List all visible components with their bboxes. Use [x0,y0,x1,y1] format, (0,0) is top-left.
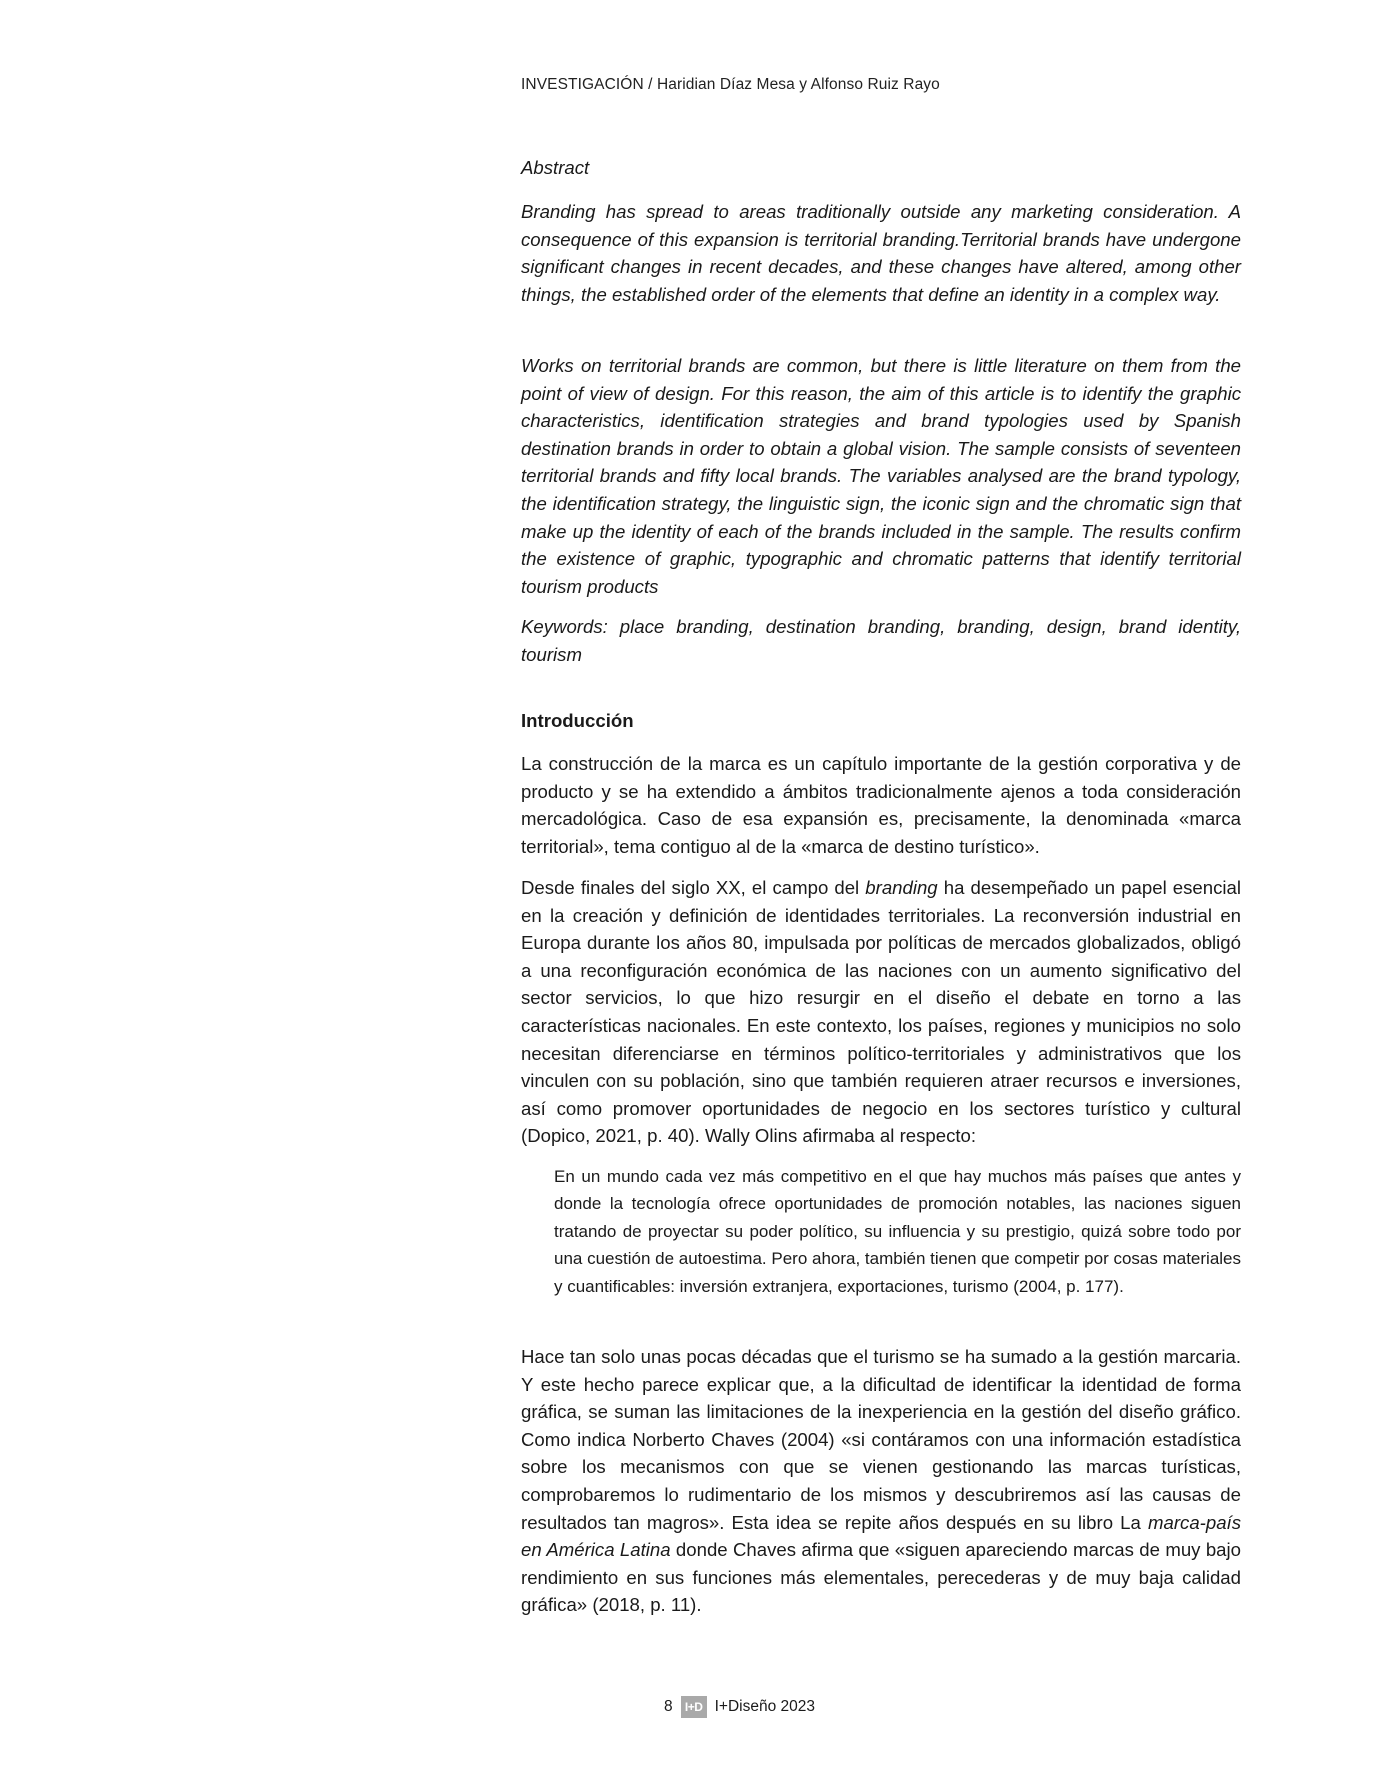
section-heading-introduccion: Introducción [521,710,634,731]
intro-paragraph-2-text-b: ha desempeñado un papel esencial en la creación y definición de identidades territoriales. La reconversión industrial en Europa durante los años 80, impulsada por políticas de mercados globalizados, obligó a una reconfiguración económica de las naciones con un aumento significativo del sector servicios, lo que hizo resurgir en el diseño el debate en torno a las características nacionales. En este contexto, los países, regiones y municipios no solo necesitan diferenciarse en términos político-territoriales y administrativos que los vinculen con su población, sino que también requieren atraer recursos e inversiones, así como promover oportunidades de negocio en los sectores turístico y cultural (Dopico, 2021, p. 40). Wally Olins afirmaba al respecto: [521,877,1241,1147]
page-footer [664,1695,815,1719]
page-number: 8 [664,1698,673,1715]
running-head: INVESTIGACIÓN / Haridian Díaz Mesa y Alfonso Ruiz Rayo [521,76,940,93]
intro-paragraph-3-italic: marca-país en América Latina [521,1511,1241,1561]
abstract-title: Abstract [521,157,590,178]
keywords: Keywords: place branding, destination branding, branding, design, brand identity, tourism [521,616,1241,665]
intro-paragraph-3 [521,1343,1241,1619]
intro-paragraph-2-text-a: Desde finales del siglo XX, el campo del [521,877,866,898]
journal-name: I+Diseño 2023 [714,1698,816,1715]
abstract-paragraph-1: Branding has spread to areas traditionally outside any marketing consideration. A consequence of this expansion is territorial branding.Territorial brands have undergone significant changes in recent decades, and these changes have altered, among other things, the established order of the elements that define an identity in a complex way. [521,201,1241,305]
intro-paragraph-1: La construcción de la marca es un capítulo importante de la gestión corporativa y de producto y se ha extendido a ámbitos tradicionalmente ajenos a toda consideración mercadológica. Caso de esa expansión es, precisamente, la denominada «marca territorial», tema contiguo al de la «marca de destino turístico». [521,753,1241,857]
block-quote: En un mundo cada vez más competitivo en el que hay muchos más países que antes y donde la tecnología ofrece oportunidades de promoción notables, las naciones siguen tratando de proyectar su poder político, su influencia y su prestigio, quizá sobre todo por una cuestión de autoestima. Pero ahora, también tienen que competir por cosas materiales y cuantificables: inversión extranjera, exportaciones, turismo (2004, p. 177). [554,1167,1242,1296]
abstract-paragraph-2: Works on territorial brands are common, but there is little literature on them from the point of view of design. For this reason, the aim of this article is to identify the graphic characteristics, identification strategies and brand typologies used by Spanish destination brands in order to obtain a global vision. The sample consists of seventeen territorial brands and fifty local brands. The variables analysed are the brand typology, the identification strategy, the linguistic sign, the iconic sign and the chromatic sign that make up the identity of each of the brands included in the sample. The results confirm the existence of graphic, typographic and chromatic patterns that identify territorial tourism products [521,355,1241,597]
intro-paragraph-2-italic: branding [865,877,938,898]
intro-paragraph-2 [521,874,1241,1150]
journal-logo-icon: I+D [681,1696,707,1718]
intro-paragraph-3-text-a: Hace tan solo unas pocas décadas que el turismo se ha sumado a la gestión marcaria. Y este hecho parece explicar que, a la dificultad de identificar la identidad de forma gráfica, se suman las limitaciones de la inexperiencia en la gestión del diseño gráfico. Como indica Norberto Chaves (2004) «si contáramos con una información estadística sobre los mecanismos con que se vienen gestionando las marcas turísticas, comprobaremos lo rudimentario de los mismos y descubriremos así las causas de resultados tan magros». Esta idea se repite años después en su libro La [521,1346,1241,1533]
intro-paragraph-3-text-b: donde Chaves afirma que «siguen apareciendo marcas de muy bajo rendimiento en sus funciones más elementales, perecederas y de muy baja calidad gráfica» (2018, p. 11). [521,1539,1241,1616]
